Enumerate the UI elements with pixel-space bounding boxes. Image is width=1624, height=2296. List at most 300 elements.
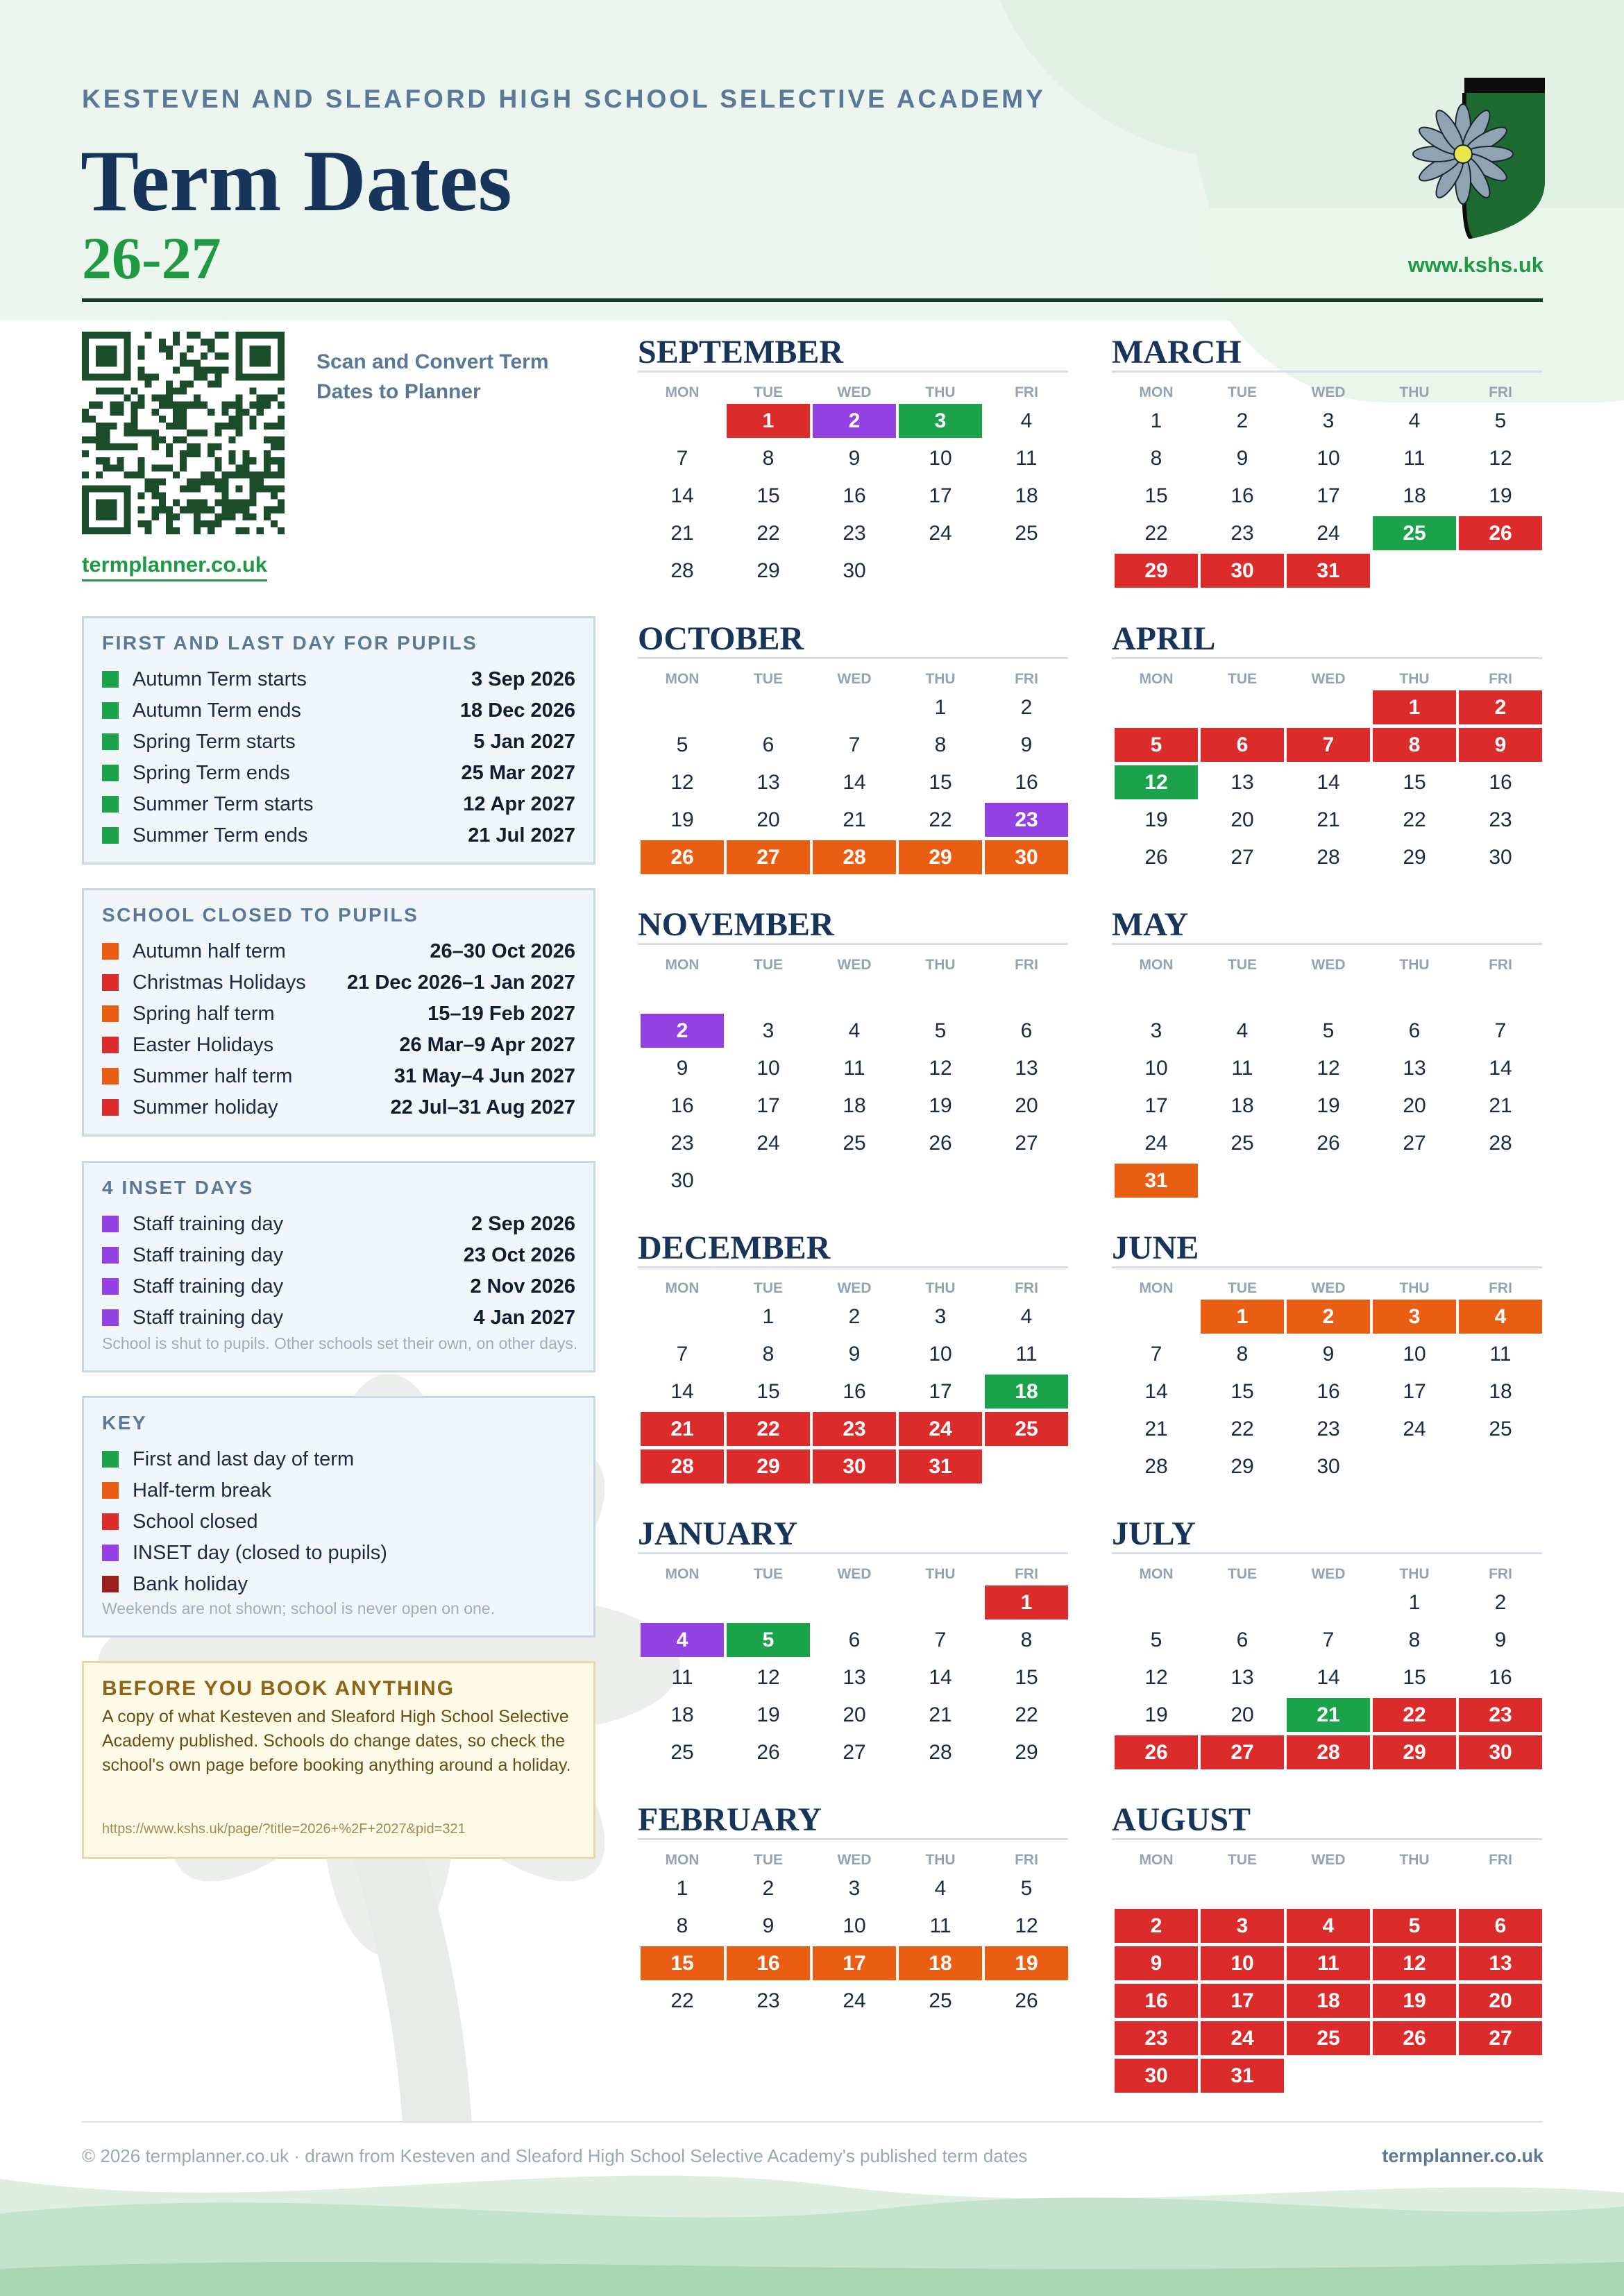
day-cell[interactable]: 16	[1489, 1666, 1512, 1689]
day-cell[interactable]: 17	[929, 484, 952, 507]
day-cell[interactable]: 7	[676, 447, 688, 470]
day-cell[interactable]: 13	[1459, 1946, 1542, 1980]
day-cell[interactable]: 12	[1015, 1914, 1038, 1937]
day-cell[interactable]: 10	[756, 1057, 780, 1080]
row-date: 22 Jul–31 Aug 2027	[390, 1096, 575, 1119]
day-cell[interactable]: 23	[1115, 2021, 1198, 2055]
day-cell[interactable]: 3	[848, 1877, 861, 1900]
day-cell[interactable]: 1	[1373, 690, 1456, 724]
day-cell[interactable]: 11	[1015, 447, 1038, 470]
day-cell[interactable]: 24	[1201, 2021, 1284, 2055]
day-cell[interactable]: 28	[813, 840, 896, 874]
day-cell[interactable]: 4	[848, 1019, 861, 1042]
day-cell[interactable]: 29	[756, 559, 780, 582]
day-cell[interactable]: 5	[934, 1019, 947, 1042]
day-cell[interactable]: 19	[1144, 808, 1168, 831]
day-cell[interactable]: 15	[1403, 1666, 1426, 1689]
day-cell[interactable]: 25	[1489, 1418, 1512, 1440]
day-cell[interactable]: 19	[756, 1703, 780, 1726]
weekday-label: THU	[925, 1566, 956, 1582]
day-cell[interactable]: 13	[1230, 1666, 1254, 1689]
green-swatch	[102, 733, 119, 750]
day-cell[interactable]: 11	[671, 1666, 693, 1689]
day-cell[interactable]: 4	[1287, 1909, 1370, 1943]
day-cell[interactable]: 3	[1201, 1909, 1284, 1943]
day-cell[interactable]: 2	[1115, 1909, 1198, 1943]
day-cell[interactable]: 26	[929, 1132, 952, 1155]
day-cell[interactable]: 26	[1015, 1989, 1038, 2012]
day-cell[interactable]: 7	[1322, 1629, 1335, 1651]
day-cell[interactable]: 22	[1015, 1703, 1038, 1726]
day-cell[interactable]: 25	[929, 1989, 952, 2012]
panel-row	[102, 937, 575, 965]
panel-row	[102, 665, 575, 693]
day-cell[interactable]: 4	[1020, 409, 1033, 432]
day-cell[interactable]: 14	[929, 1666, 952, 1689]
day-cell[interactable]: 22	[1403, 808, 1426, 831]
day-cell[interactable]: 20	[1230, 808, 1254, 831]
day-cell[interactable]: 30	[670, 1169, 694, 1192]
day-cell[interactable]: 9	[762, 1914, 775, 1937]
day-cell[interactable]: 30	[1317, 1455, 1340, 1478]
day-cell[interactable]: 26	[1317, 1132, 1340, 1155]
termplanner-link[interactable]: termplanner.co.uk	[82, 552, 267, 581]
day-cell[interactable]: 14	[1317, 771, 1340, 794]
footer-credit: © 2026 termplanner.co.uk · drawn from Kesteven and Sleaford High School Selective Academy's published term dates	[82, 2145, 1028, 2166]
weekday-label: FRI	[1015, 384, 1038, 400]
day-cell[interactable]: 2	[1236, 409, 1249, 432]
day-cell[interactable]: 1	[1408, 1591, 1421, 1614]
day-cell[interactable]: 4	[1236, 1019, 1249, 1042]
day-cell[interactable]: 15	[1015, 1666, 1038, 1689]
day-cell[interactable]: 25	[843, 1132, 866, 1155]
day-cell[interactable]: 30	[1489, 846, 1512, 869]
day-cell[interactable]: 15	[756, 484, 780, 507]
day-cell[interactable]: 17	[1201, 1984, 1284, 2018]
day-cell[interactable]: 25	[1373, 516, 1456, 550]
day-cell[interactable]: 25	[670, 1741, 694, 1764]
day-cell[interactable]: 11	[1489, 1343, 1512, 1366]
day-cell[interactable]: 25	[1230, 1132, 1254, 1155]
bank-swatch	[102, 1576, 119, 1592]
day-cell[interactable]: 26	[756, 1741, 780, 1764]
day-cell[interactable]: 12	[1115, 765, 1198, 799]
day-cell[interactable]: 30	[1201, 554, 1284, 588]
day-cell[interactable]: 2	[848, 1305, 861, 1328]
inset-note: School is shut to pupils. Other schools set their own, on other days.	[102, 1334, 578, 1352]
day-cell[interactable]: 14	[1489, 1057, 1512, 1080]
day-cell[interactable]: 5	[727, 1623, 810, 1657]
day-cell[interactable]: 11	[843, 1057, 865, 1080]
day-cell[interactable]: 8	[762, 447, 775, 470]
row-date: 4 Jan 2027	[473, 1306, 575, 1329]
day-cell[interactable]: 28	[1287, 1735, 1370, 1769]
day-cell[interactable]: 8	[1150, 447, 1162, 470]
weekday-label: MON	[1139, 671, 1174, 687]
day-cell[interactable]: 22	[727, 1412, 810, 1446]
day-cell[interactable]: 15	[929, 771, 952, 794]
day-cell[interactable]: 12	[1144, 1666, 1168, 1689]
day-cell[interactable]: 26	[1144, 846, 1168, 869]
day-cell[interactable]: 20	[1230, 1703, 1254, 1726]
day-cell[interactable]: 24	[843, 1989, 866, 2012]
day-cell[interactable]: 1	[762, 1305, 775, 1328]
day-cell[interactable]: 27	[1459, 2021, 1542, 2055]
day-cell[interactable]: 18	[1489, 1380, 1512, 1403]
day-cell[interactable]: 24	[1144, 1132, 1168, 1155]
day-cell[interactable]: 18	[899, 1946, 982, 1980]
day-cell[interactable]: 12	[756, 1666, 780, 1689]
day-cell[interactable]: 6	[762, 733, 775, 756]
day-cell[interactable]: 9	[1494, 1629, 1507, 1651]
day-cell[interactable]: 10	[929, 447, 952, 470]
day-cell[interactable]: 19	[1489, 484, 1512, 507]
day-cell[interactable]: 23	[756, 1989, 780, 2012]
day-cell[interactable]: 19	[1144, 1703, 1168, 1726]
day-cell[interactable]: 5	[676, 733, 688, 756]
day-cell[interactable]: 14	[843, 771, 866, 794]
day-cell[interactable]: 3	[934, 1305, 947, 1328]
day-cell[interactable]: 30	[1115, 2059, 1198, 2093]
day-cell[interactable]: 15	[1230, 1380, 1254, 1403]
day-cell[interactable]: 6	[1201, 728, 1284, 762]
day-cell[interactable]: 2	[762, 1877, 775, 1900]
row-label: Christmas Holidays	[133, 971, 306, 994]
day-cell[interactable]: 6	[1020, 1019, 1033, 1042]
day-cell[interactable]: 12	[1489, 447, 1512, 470]
day-cell[interactable]: 25	[985, 1412, 1068, 1446]
day-cell[interactable]: 11	[1015, 1343, 1038, 1366]
day-cell[interactable]: 18	[985, 1375, 1068, 1409]
panel-row	[102, 728, 575, 756]
day-cell[interactable]: 28	[670, 559, 694, 582]
day-cell[interactable]: 26	[641, 840, 724, 874]
day-cell[interactable]: 4	[934, 1877, 947, 1900]
day-cell[interactable]: 15	[1144, 484, 1168, 507]
day-cell[interactable]: 21	[1144, 1418, 1168, 1440]
day-cell[interactable]: 26	[1459, 516, 1542, 550]
day-cell[interactable]: 22	[929, 808, 952, 831]
weekday-label: MON	[1139, 957, 1174, 973]
day-cell[interactable]: 21	[641, 1412, 724, 1446]
day-cell[interactable]: 13	[843, 1666, 866, 1689]
day-cell[interactable]: 12	[1317, 1057, 1340, 1080]
day-cell[interactable]: 4	[641, 1623, 724, 1657]
day-cell[interactable]: 16	[1015, 771, 1038, 794]
day-cell[interactable]: 5	[1020, 1877, 1033, 1900]
row-date: 21 Dec 2026–1 Jan 2027	[347, 971, 575, 994]
day-cell[interactable]: 18	[670, 1703, 694, 1726]
day-cell[interactable]: 14	[670, 1380, 694, 1403]
day-cell[interactable]: 16	[1115, 1984, 1198, 2018]
day-cell[interactable]: 16	[1317, 1380, 1340, 1403]
row-date: 26 Mar–9 Apr 2027	[399, 1033, 575, 1056]
day-cell[interactable]: 17	[1144, 1094, 1168, 1117]
panel-row	[102, 1445, 575, 1473]
day-cell[interactable]: 28	[1489, 1132, 1512, 1155]
day-cell[interactable]: 22	[670, 1989, 694, 2012]
day-cell[interactable]: 10	[1144, 1057, 1168, 1080]
weekday-label: FRI	[1489, 957, 1512, 973]
day-cell[interactable]: 20	[1403, 1094, 1426, 1117]
day-cell[interactable]: 11	[1287, 1946, 1370, 1980]
day-cell[interactable]: 31	[1201, 2059, 1284, 2093]
day-cell[interactable]: 23	[670, 1132, 694, 1155]
panel-row	[102, 759, 575, 787]
day-cell[interactable]: 16	[1489, 771, 1512, 794]
day-cell[interactable]: 31	[899, 1449, 982, 1483]
source-url[interactable]: https://www.kshs.uk/page/?title=2026+%2F+2027&pid=321	[102, 1821, 466, 1837]
day-cell[interactable]: 7	[1150, 1343, 1162, 1366]
day-cell[interactable]: 20	[843, 1703, 866, 1726]
day-cell[interactable]: 2	[641, 1014, 724, 1048]
day-cell[interactable]: 24	[1317, 522, 1340, 545]
day-cell[interactable]: 29	[899, 840, 982, 874]
day-cell[interactable]: 15	[1403, 771, 1426, 794]
day-cell[interactable]: 29	[1115, 554, 1198, 588]
day-cell[interactable]: 21	[1317, 808, 1340, 831]
day-cell[interactable]: 5	[1322, 1019, 1335, 1042]
day-cell[interactable]: 27	[843, 1741, 866, 1764]
day-cell[interactable]: 19	[929, 1094, 952, 1117]
day-cell[interactable]: 14	[1144, 1380, 1168, 1403]
day-cell[interactable]: 23	[813, 1412, 896, 1446]
day-cell[interactable]: 23	[843, 522, 866, 545]
day-cell[interactable]: 6	[1408, 1019, 1421, 1042]
day-cell[interactable]: 5	[1115, 728, 1198, 762]
day-cell[interactable]: 2	[1494, 1591, 1507, 1614]
day-cell[interactable]: 7	[1287, 728, 1370, 762]
day-cell[interactable]: 1	[985, 1585, 1068, 1619]
day-cell[interactable]: 27	[1230, 846, 1254, 869]
month-title: MARCH	[1112, 334, 1242, 371]
day-cell[interactable]: 9	[848, 447, 861, 470]
day-cell[interactable]: 2	[1020, 696, 1033, 719]
day-cell[interactable]: 14	[670, 484, 694, 507]
day-cell[interactable]: 16	[843, 1380, 866, 1403]
day-cell[interactable]: 16	[843, 484, 866, 507]
day-cell[interactable]: 8	[934, 733, 947, 756]
day-cell[interactable]: 1	[676, 1877, 688, 1900]
day-cell[interactable]: 9	[1115, 1946, 1198, 1980]
weekday-label: WED	[837, 1566, 872, 1582]
day-cell[interactable]: 1	[1150, 409, 1162, 432]
day-cell[interactable]: 2	[1287, 1300, 1370, 1334]
weekday-label: MON	[1139, 1852, 1174, 1868]
day-cell[interactable]: 3	[762, 1019, 775, 1042]
day-cell[interactable]: 17	[1403, 1380, 1426, 1403]
day-cell[interactable]: 22	[1373, 1698, 1456, 1732]
day-cell[interactable]: 27	[1015, 1132, 1038, 1155]
day-cell[interactable]: 3	[1322, 409, 1335, 432]
day-cell[interactable]: 14	[1317, 1666, 1340, 1689]
day-cell[interactable]: 23	[1230, 522, 1254, 545]
day-cell[interactable]: 8	[762, 1343, 775, 1366]
day-cell[interactable]: 9	[1236, 447, 1249, 470]
day-cell[interactable]: 3	[899, 404, 982, 438]
day-cell[interactable]: 9	[1459, 728, 1542, 762]
day-cell[interactable]: 22	[1144, 522, 1168, 545]
day-cell[interactable]: 24	[929, 522, 952, 545]
day-cell[interactable]: 13	[1230, 771, 1254, 794]
day-cell[interactable]: 30	[985, 840, 1068, 874]
day-cell[interactable]: 9	[676, 1057, 688, 1080]
day-cell[interactable]: 15	[641, 1946, 724, 1980]
day-cell[interactable]: 12	[1373, 1946, 1456, 1980]
day-cell[interactable]: 24	[1403, 1418, 1426, 1440]
day-cell[interactable]: 27	[727, 840, 810, 874]
day-cell[interactable]: 6	[1236, 1629, 1249, 1651]
day-cell[interactable]: 7	[676, 1343, 688, 1366]
day-cell[interactable]: 17	[1317, 484, 1340, 507]
day-cell[interactable]: 28	[1317, 846, 1340, 869]
day-cell[interactable]: 5	[1494, 409, 1507, 432]
day-cell[interactable]: 2	[813, 404, 896, 438]
day-cell[interactable]: 10	[1201, 1946, 1284, 1980]
day-cell[interactable]: 10	[1317, 447, 1340, 470]
panel-title: FIRST AND LAST DAY FOR PUPILS	[102, 632, 478, 654]
day-cell[interactable]: 29	[1015, 1741, 1038, 1764]
day-cell[interactable]: 20	[756, 808, 780, 831]
day-cell[interactable]: 17	[756, 1094, 780, 1117]
booking-text: A copy of what Kesteven and Sleaford High School Selective Academy published. Schools do change dates, so check the school's own page before booking anything around a holiday.	[102, 1707, 571, 1775]
day-cell[interactable]: 30	[813, 1449, 896, 1483]
day-cell[interactable]: 29	[1230, 1455, 1254, 1478]
day-cell[interactable]: 25	[1015, 522, 1038, 545]
day-cell[interactable]: 3	[1373, 1300, 1456, 1334]
day-cell[interactable]: 21	[670, 522, 694, 545]
day-cell[interactable]: 6	[1459, 1909, 1542, 1943]
day-cell[interactable]: 18	[1230, 1094, 1254, 1117]
day-cell[interactable]: 16	[670, 1094, 694, 1117]
day-cell[interactable]: 15	[756, 1380, 780, 1403]
row-label: Bank holiday	[133, 1572, 248, 1595]
row-date: 26–30 Oct 2026	[430, 939, 575, 962]
day-cell[interactable]: 24	[899, 1412, 982, 1446]
weekday-label: FRI	[1489, 1566, 1512, 1582]
footer-link[interactable]: termplanner.co.uk	[1382, 2145, 1543, 2166]
day-cell[interactable]: 9	[1322, 1343, 1335, 1366]
day-cell[interactable]: 30	[1459, 1735, 1542, 1769]
day-cell[interactable]: 29	[1373, 1735, 1456, 1769]
day-cell[interactable]: 29	[727, 1449, 810, 1483]
day-cell[interactable]: 3	[1150, 1019, 1162, 1042]
day-cell[interactable]: 12	[929, 1057, 952, 1080]
day-cell[interactable]: 7	[848, 733, 861, 756]
school-website-link[interactable]: www.kshs.uk	[1407, 253, 1543, 277]
day-cell[interactable]: 10	[929, 1343, 952, 1366]
day-cell[interactable]: 23	[1317, 1418, 1340, 1440]
day-cell[interactable]: 11	[929, 1914, 951, 1937]
day-cell[interactable]: 8	[1373, 728, 1456, 762]
day-cell[interactable]: 7	[934, 1629, 947, 1651]
day-cell[interactable]: 31	[1115, 1164, 1198, 1198]
day-cell[interactable]: 17	[813, 1946, 896, 1980]
day-cell[interactable]: 28	[641, 1449, 724, 1483]
day-cell[interactable]: 27	[1201, 1735, 1284, 1769]
day-cell[interactable]: 19	[1373, 1984, 1456, 2018]
day-cell[interactable]: 9	[848, 1343, 861, 1366]
row-label: First and last day of term	[133, 1447, 355, 1470]
day-cell[interactable]: 19	[1317, 1094, 1340, 1117]
panel-title: 4 INSET DAYS	[102, 1177, 254, 1198]
day-cell[interactable]: 4	[1020, 1305, 1033, 1328]
day-cell[interactable]: 24	[756, 1132, 780, 1155]
qr-code[interactable]	[82, 332, 285, 534]
day-cell[interactable]: 26	[1373, 2021, 1456, 2055]
day-cell[interactable]: 22	[756, 522, 780, 545]
day-cell[interactable]: 23	[1489, 808, 1512, 831]
day-cell[interactable]: 12	[670, 771, 694, 794]
day-cell[interactable]: 18	[843, 1094, 866, 1117]
day-cell[interactable]: 28	[929, 1741, 952, 1764]
month-title: JUNE	[1112, 1230, 1199, 1266]
day-cell[interactable]: 13	[1403, 1057, 1426, 1080]
day-cell[interactable]: 10	[843, 1914, 866, 1937]
day-cell[interactable]: 18	[1287, 1984, 1370, 2018]
day-cell[interactable]: 13	[1015, 1057, 1038, 1080]
day-cell[interactable]: 8	[1408, 1629, 1421, 1651]
day-cell[interactable]: 27	[1403, 1132, 1426, 1155]
day-cell[interactable]: 28	[1144, 1455, 1168, 1478]
day-cell[interactable]: 26	[1115, 1735, 1198, 1769]
day-cell[interactable]: 30	[843, 559, 866, 582]
day-cell[interactable]: 16	[727, 1946, 810, 1980]
day-cell[interactable]: 8	[1020, 1629, 1033, 1651]
red-swatch	[102, 974, 119, 991]
day-cell[interactable]: 11	[1231, 1057, 1253, 1080]
day-cell[interactable]: 1	[934, 696, 947, 719]
day-cell[interactable]: 4	[1459, 1300, 1542, 1334]
day-cell[interactable]: 4	[1408, 409, 1421, 432]
day-cell[interactable]: 21	[929, 1703, 952, 1726]
day-cell[interactable]: 8	[1236, 1343, 1249, 1366]
day-cell[interactable]: 1	[727, 404, 810, 438]
day-cell[interactable]: 1	[1201, 1300, 1284, 1334]
day-cell[interactable]: 8	[676, 1914, 688, 1937]
day-cell[interactable]: 13	[756, 771, 780, 794]
day-cell[interactable]: 10	[1403, 1343, 1426, 1366]
day-cell[interactable]: 11	[1403, 447, 1426, 470]
day-cell[interactable]: 6	[848, 1629, 861, 1651]
day-cell[interactable]: 20	[1015, 1094, 1038, 1117]
day-cell[interactable]: 22	[1230, 1418, 1254, 1440]
day-cell[interactable]: 23	[1459, 1698, 1542, 1732]
day-cell[interactable]: 20	[1459, 1984, 1542, 2018]
day-cell[interactable]: 31	[1287, 554, 1370, 588]
day-cell[interactable]: 18	[1403, 484, 1426, 507]
day-cell[interactable]: 19	[670, 808, 694, 831]
day-cell[interactable]: 5	[1373, 1909, 1456, 1943]
day-cell[interactable]: 25	[1287, 2021, 1370, 2055]
day-cell[interactable]: 19	[985, 1946, 1068, 1980]
inset-days-panel	[82, 1161, 595, 1372]
weekday-label: FRI	[1015, 1566, 1038, 1582]
day-cell[interactable]: 18	[1015, 484, 1038, 507]
day-cell[interactable]: 21	[1489, 1094, 1512, 1117]
day-cell[interactable]: 16	[1230, 484, 1254, 507]
day-cell[interactable]: 17	[929, 1380, 952, 1403]
day-cell[interactable]: 21	[843, 808, 866, 831]
day-cell[interactable]: 2	[1459, 690, 1542, 724]
day-cell[interactable]: 21	[1287, 1698, 1370, 1732]
day-cell[interactable]: 7	[1494, 1019, 1507, 1042]
weekday-label: FRI	[1015, 1852, 1038, 1868]
day-cell[interactable]: 9	[1020, 733, 1033, 756]
day-cell[interactable]: 29	[1403, 846, 1426, 869]
day-cell[interactable]: 23	[985, 803, 1068, 837]
day-cell[interactable]: 5	[1150, 1629, 1162, 1651]
